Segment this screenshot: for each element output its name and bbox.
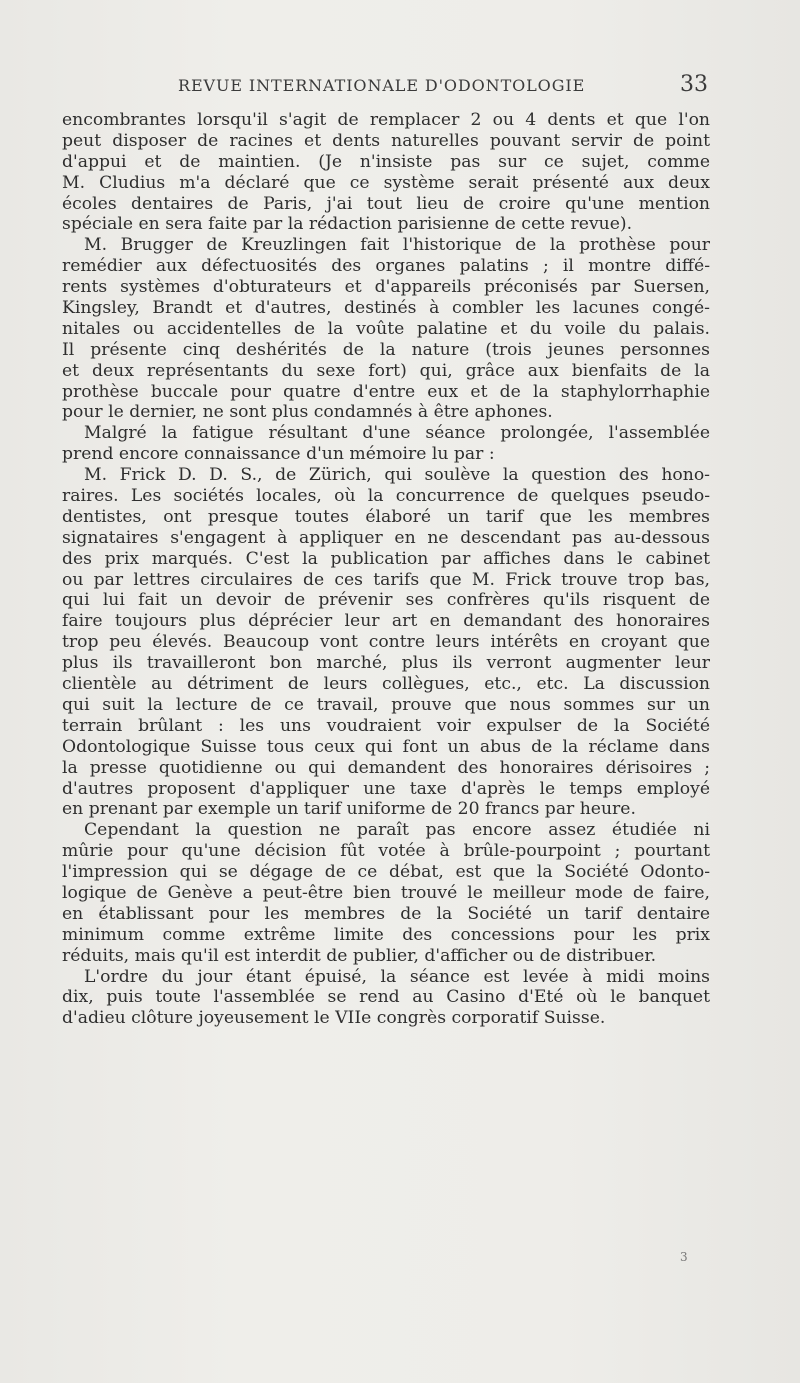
text-line: rents systèmes d'obturateurs et d'appareils préconisés par Suersen, [62,277,710,298]
text-line: prothèse buccale pour quatre d'entre eux et de la staphylorrhaphie [62,381,710,402]
text-line: signataires s'engagent à appliquer en ne descendant pas au-dessous [62,527,710,548]
text-line: peut disposer de racines et dents naturelles pouvant servir de point [62,130,710,151]
text-line: M. Frick D. D. S., de Zürich, qui soulève la question des hono- [84,465,710,486]
text-line: l'impression qui se dégage de ce débat, est que la Société Odonto- [62,862,710,883]
text-line: réduits, mais qu'il est interdit de publier, d'afficher ou de distribuer. [62,945,657,966]
text-line: faire toujours plus déprécier leur art en demandant des honoraires [62,611,710,632]
footer-signature-mark: 3 [680,1250,688,1264]
text-line: en établissant pour les membres de la Société un tarif dentaire [62,903,710,924]
text-line: trop peu élevés. Beaucoup vont contre leurs intérêts en croyant que [62,632,710,653]
text-line: M. Cludius m'a déclaré que ce système serait présenté aux deux [62,172,710,193]
text-line: la presse quotidienne ou qui demandent des honoraires dérisoires ; [62,757,710,778]
text-line: et deux représentants du sexe fort) qui, grâce aux bienfaits de la [62,360,710,381]
text-line: prend encore connaissance d'un mémoire lu par : [62,444,495,465]
text-line: M. Brugger de Kreuzlingen fait l'historique de la prothèse pour [84,235,710,256]
text-line: nitales ou accidentelles de la voûte palatine et du voile du palais. [62,318,710,339]
text-line: Cependant la question ne paraît pas encore assez étudiée ni [84,820,710,841]
text-line: qui lui fait un devoir de prévenir ses confrères qu'ils risquent de [62,590,710,611]
text-line: en prenant par exemple un tarif uniforme de 20 francs par heure. [62,799,636,820]
text-line: Odontologique Suisse tous ceux qui font un abus de la réclame dans [62,736,710,757]
text-line: des prix marqués. C'est la publication par affiches dans le cabinet [62,548,710,569]
text-line: Kingsley, Brandt et d'autres, destinés à combler les lacunes congé- [62,298,710,319]
text-line: terrain brûlant : les uns voudraient voir expulser de la Société [62,715,710,736]
text-line: qui suit la lecture de ce travail, prouve que nous sommes sur un [62,694,710,715]
text-line: d'adieu clôture joyeusement le VIIe congrès corporatif Suisse. [62,1008,606,1029]
text-line: spéciale en sera faite par la rédaction parisienne de cette revue). [62,214,633,235]
text-line: raires. Les sociétés locales, où la concurrence de quelques pseudo- [62,486,710,507]
text-line: Malgré la fatigue résultant d'une séance prolongée, l'assemblée [84,423,710,444]
running-head [60,72,710,100]
text-line: clientèle au détriment de leurs collègues, etc., etc. La discussion [62,674,710,695]
text-line: d'appui et de maintien. (Je n'insiste pas sur ce sujet, comme [62,151,710,172]
text-line: d'autres proposent d'appliquer une taxe d'après le temps employé [62,778,710,799]
body-text [62,110,710,1029]
text-line: Il présente cinq deshérités de la nature (trois jeunes personnes [62,339,710,360]
text-line: dentistes, ont presque toutes élaboré un tarif que les membres [62,506,710,527]
text-line: L'ordre du jour étant épuisé, la séance est levée à midi moins [84,966,710,987]
text-line: pour le dernier, ne sont plus condamnés à être aphones. [62,402,553,423]
text-line: minimum comme extrême limite des concessions pour les prix [62,924,710,945]
page-number: 33 [680,72,708,97]
running-title: REVUE INTERNATIONALE D'ODONTOLOGIE [178,76,586,95]
text-line: écoles dentaires de Paris, j'ai tout lieu de croire qu'une mention [62,193,710,214]
text-line: encombrantes lorsqu'il s'agit de remplacer 2 ou 4 dents et que l'on [62,110,710,130]
text-line: logique de Genève a peut-être bien trouvé le meilleur mode de faire, [62,882,710,903]
text-line: plus ils travailleront bon marché, plus ils verront augmenter leur [62,653,710,674]
text-line: ou par lettres circulaires de ces tarifs que M. Frick trouve trop bas, [62,569,710,590]
text-line: dix, puis toute l'assemblée se rend au Casino d'Eté où le banquet [62,987,710,1008]
text-line: remédier aux défectuosités des organes palatins ; il montre diffé- [62,256,710,277]
text-line: mûrie pour qu'une décision fût votée à brûle-pourpoint ; pourtant [62,841,710,862]
